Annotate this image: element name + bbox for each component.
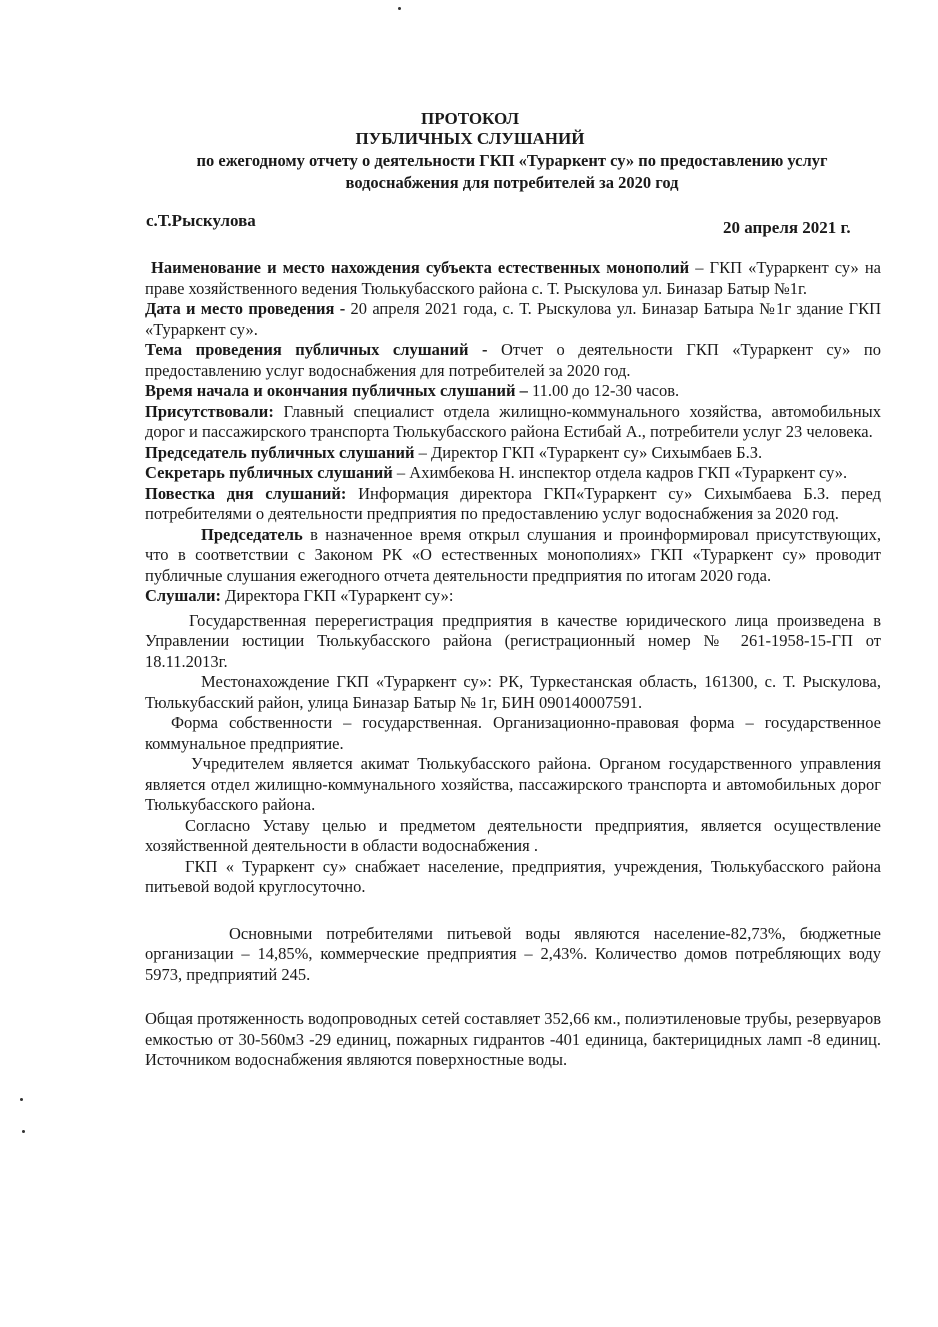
doc-subtitle [138, 150, 886, 194]
section-chairman [145, 443, 881, 464]
scan-speck [398, 7, 401, 10]
section-label: Дата и место проведения - [145, 299, 351, 318]
section-text: – ГКП «Тураркент су» на праве хозяйственного ведения Тюлькубасского района с. Т. Рыскулова ул. Биназар Батыр №1г. [145, 258, 881, 298]
paragraph-founder: Учредителем является акимат Тюлькубасского района. Органом государственного управления является отдел жилищно-коммунального хозяйства, пассажирского транспорта и автомобильных дорог Тюлькубасского района. [145, 754, 881, 814]
doc-title: ПРОТОКОЛ [420, 109, 519, 128]
section-label: Время начала и окончания публичных слушаний – [145, 381, 533, 400]
doc-title-2: ПУБЛИЧНЫХ СЛУШАНИЙ [355, 129, 585, 148]
section-subject [145, 258, 881, 299]
doc-body [145, 258, 881, 1071]
section-text: Главный специалист отдела жилищно-коммунального хозяйства, автомобильных дорог и пассажирского транспорта Тюлькубасского района Естибай А., потребители услуг 23 человека. [145, 401, 881, 441]
place-label: с.Т.Рыскулова [146, 211, 256, 230]
section-text: 11.00 до 12-30 часов. [532, 381, 680, 400]
section-opening [145, 525, 881, 587]
section-text: – Директор ГКП «Тураркент су» Сихымбаев Б.З. [414, 442, 763, 462]
paragraph-ownership: Форма собственности – государственная. Организационно-правовая форма – государственное коммунальное предприятие. [145, 713, 881, 753]
paragraph-purpose: Согласно Уставу целью и предметом деятельности предприятия, является осуществление хозяйственной деятельности в области водоснабжения . [145, 815, 881, 855]
doc-subtitle-line-2: водоснабжения для потребителей за 2020 год [345, 173, 679, 192]
paragraph-location: Местонахождение ГКП «Тураркент су»: РК, Туркестанская область, 161300, с. Т. Рыскулова, Тюлькубасский район, улица Биназар Батыр № 1г, БИН 090140007591. [145, 672, 881, 712]
section-label: Повестка дня слушаний: [145, 483, 359, 503]
section-time [145, 381, 881, 402]
section-heard [145, 586, 881, 607]
section-topic [145, 340, 881, 381]
section-text: – Ахимбекова Н. инспектор отдела кадров ГКП «Тураркент су». [392, 463, 848, 482]
section-date-place [145, 299, 881, 340]
paragraph-network: Общая протяженность водопроводных сетей составляет 352,66 км., полиэтиленовые трубы, резервуаров емкостью от 30-560м3 -29 единиц, пожарных гидрантов -401 единица, бактерицидных ламп -8 единиц. Источником водоснабжения являются поверхностные воды. [145, 1009, 881, 1069]
section-label: Слушали: [145, 586, 226, 605]
section-label: Секретарь публичных слушаний [145, 463, 393, 482]
section-label: Председатель [201, 524, 303, 544]
section-secretary [145, 463, 881, 484]
section-label: Наименование и место нахождения субъекта естественных монополий [151, 258, 690, 277]
section-agenda [145, 484, 881, 525]
section-label: Присутствовали: [145, 401, 284, 421]
section-text: Информация директора ГКП«Тураркент су» Сихымбаева Б.З. перед потребителями о деятельности предприятия по предоставлению услуг водоснабжения за 2020 год. [145, 483, 881, 523]
date-label: 20 апреля 2021 г. [723, 218, 851, 237]
paragraph-registration: Государственная перерегистрация предприятия в качестве юридического лица произведена в Управлении юстиции Тюлькубасского района (регистрационный номер № 261-1958-15-ГП от 18.11.2013г. [145, 610, 881, 671]
section-text: 20 апреля 2021 года, с. Т. Рыскулова ул. Биназар Батыра №1г здание ГКП «Тураркент су». [145, 299, 881, 339]
paragraph-consumers: Основными потребителями питьевой воды являются население-82,73%, бюджетные организации – 14,85%, коммерческие предприятия – 2,43%. Количество домов потребляющих воду 5973, предприятий 245. [145, 923, 881, 984]
section-label: Председатель публичных слушаний [145, 442, 415, 462]
doc-subtitle-line-1: по ежегодному отчету о деятельности ГКП «Тураркент су» по предоставлению услуг [196, 151, 828, 170]
section-text: в назначенное время открыл слушания и проинформировал присутствующих, что в соответствии с Законом РК «О естественных монополиях» ГКП «Тураркент су» проводит публичные слушания ежегодного отчета деятельности предприятия по итогам 2020 года. [145, 524, 881, 585]
scan-speck [20, 1098, 23, 1101]
section-label: Тема проведения публичных слушаний - [145, 340, 502, 359]
section-text: Отчет о деятельности ГКП «Тураркент су» по предоставлению услуг водоснабжения для потребителей за 2020 год. [145, 340, 881, 380]
section-attendees [145, 402, 881, 443]
section-text: Директора ГКП «Тураркент су»: [225, 586, 454, 605]
paragraph-supply: ГКП « Тураркент су» снабжает население, предприятия, учреждения, Тюлькубасского района питьевой водой круглосуточно. [145, 856, 881, 896]
scan-speck [22, 1130, 25, 1133]
